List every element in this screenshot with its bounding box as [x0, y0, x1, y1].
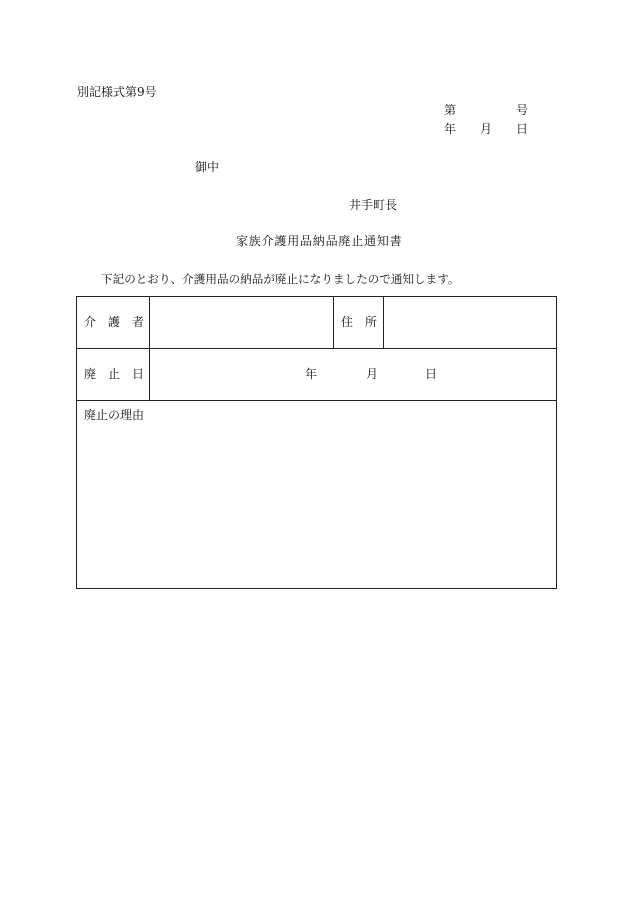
form-number: 別記様式第9号	[77, 85, 157, 99]
addressee-suffix: 御中	[195, 160, 220, 174]
abolition-date-day: 日	[425, 367, 438, 381]
reason-field	[78, 424, 555, 587]
abolition-date-label: 廃 止 日	[84, 367, 145, 381]
address-label: 住 所	[341, 315, 378, 329]
reason-label: 廃止の理由	[84, 408, 145, 422]
address-field	[384, 297, 555, 348]
header-day: 日	[516, 122, 529, 136]
header-month: 月	[480, 122, 493, 136]
caregiver-field	[150, 297, 333, 348]
body-text: 下記のとおり、介護用品の納品が廃止になりましたので通知します。	[101, 272, 460, 286]
abolition-date-year: 年	[305, 367, 318, 381]
number-suffix: 号	[516, 103, 529, 117]
header-year: 年	[444, 122, 457, 136]
issuer: 井手町長	[349, 198, 398, 212]
abolition-date-month: 月	[366, 367, 379, 381]
caregiver-label: 介 護 者	[84, 315, 145, 329]
document-title: 家族介護用品納品廃止通知書	[236, 234, 403, 248]
column-divider	[333, 296, 334, 349]
number-prefix: 第	[444, 103, 457, 117]
